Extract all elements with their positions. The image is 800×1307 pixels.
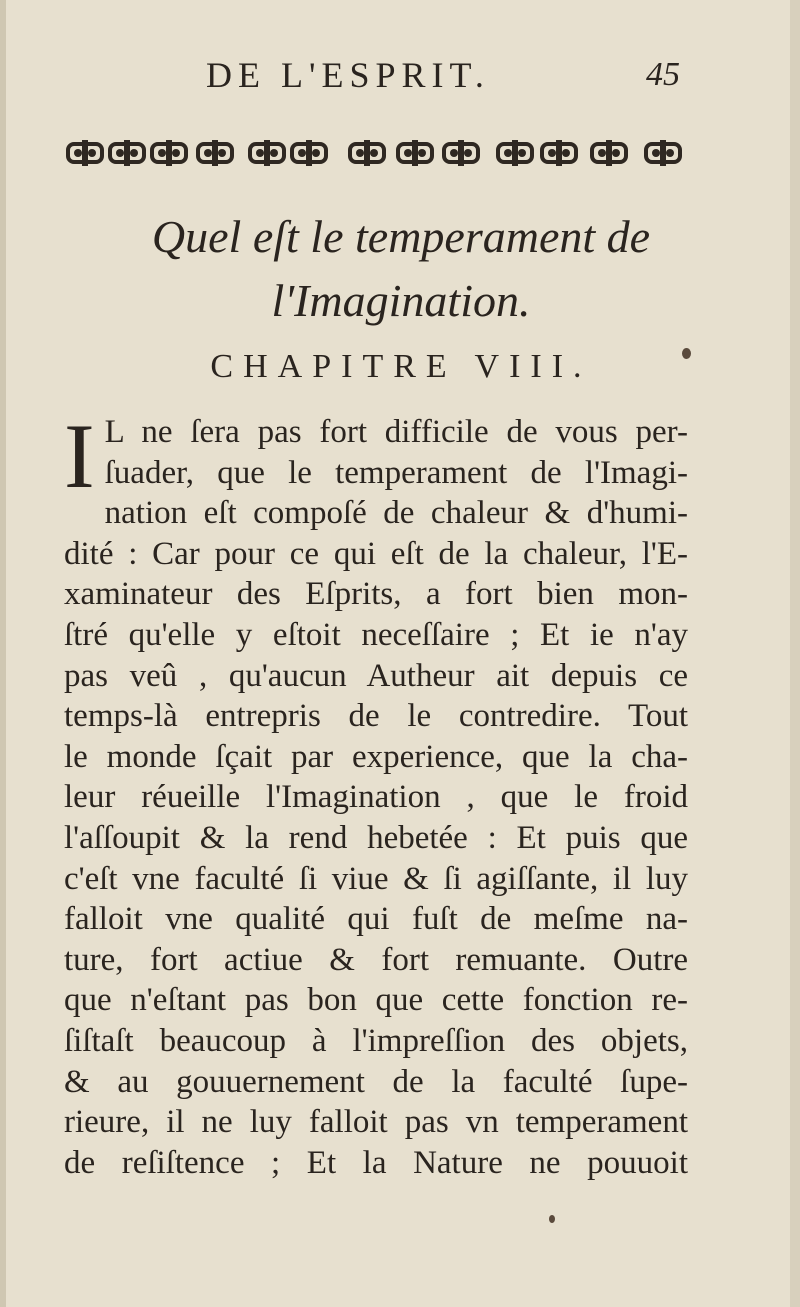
- ornamental-headpiece: [66, 136, 691, 170]
- text-line: dité : Car pour ce qui eſt de la chaleur, l'E-: [64, 535, 688, 572]
- title-line-2: l'Imagination.: [271, 275, 531, 326]
- ink-speck: [549, 1215, 555, 1223]
- text-line: leur réueille l'Imagination , que le froid: [64, 779, 688, 816]
- text-line: que n'eſtant pas bon que cette fonction re-: [64, 982, 688, 1019]
- text-line: pas veû , qu'aucun Autheur ait depuis ce: [64, 657, 688, 694]
- text-line: xaminateur des Eſprits, a fort bien mon-: [64, 576, 688, 613]
- body-text: [64, 405, 688, 1183]
- text-line: L ne ſera pas fort difficile de vous per-: [104, 414, 688, 450]
- page-number: 45: [646, 56, 680, 93]
- page-header: [6, 50, 796, 110]
- text-line: c'eſt vne faculté ſi viue & ſi agiſſante, il luy: [64, 860, 688, 897]
- text-line: & au gouuernement de la faculté ſupe-: [64, 1063, 688, 1100]
- text-line: ſiſtaſt beaucoup à l'impreſſion des objets,: [64, 1022, 688, 1059]
- text-line: temps-là entrepris de le contredire. Tout: [64, 698, 688, 735]
- text-line: nation eſt compoſé de chaleur & d'humi-: [104, 495, 688, 532]
- text-line: de reſiſtence ; Et la Nature ne pouuoit: [64, 1144, 688, 1181]
- drop-cap: I: [64, 405, 95, 507]
- title-line-1: Quel eſt le temperament de: [151, 211, 651, 262]
- text-line: le monde ſçait par experience, que la cha-: [64, 738, 688, 775]
- text-line: rieure, il ne luy falloit pas vn temperament: [64, 1104, 688, 1141]
- text-line: l'aſſoupit & la rend hebetée : Et puis que: [64, 819, 688, 856]
- text-line: ture, fort actiue & fort remuante. Outre: [64, 941, 688, 978]
- text-line: ſuader, que le temperament de l'Imagi-: [104, 454, 688, 491]
- text-line: ſtré qu'elle y eſtoit neceſſaire ; Et ie n'ay: [64, 616, 688, 653]
- section-title: [6, 205, 796, 333]
- text-line: falloit vne qualité qui fuſt de meſme na-: [64, 901, 688, 938]
- chapter-heading: CHAPITRE VIII.: [210, 348, 592, 385]
- ink-speck: [682, 348, 691, 359]
- running-head: DE L'ESPRIT.: [206, 55, 490, 95]
